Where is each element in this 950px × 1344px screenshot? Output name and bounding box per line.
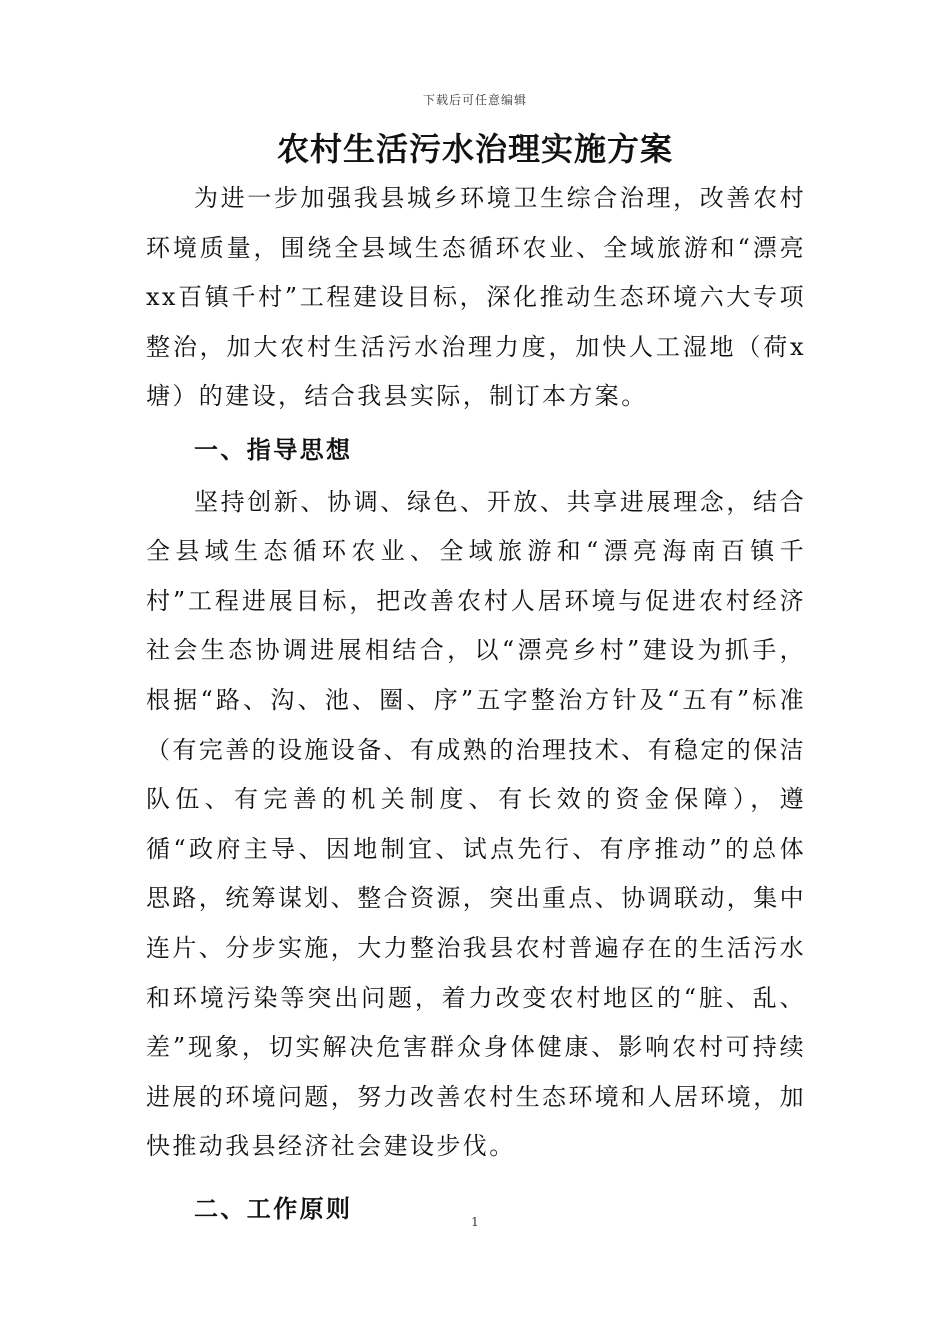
section-heading-guiding-ideology: 一、指导思想: [194, 434, 353, 464]
document-body: [146, 174, 806, 1236]
section-heading-work-principles: 二、工作原则: [194, 1193, 353, 1223]
section-paragraph-guiding-ideology: 坚持创新、协调、绿色、开放、共享进展理念，结合全县域生态循环农业、全域旅游和“漂亮海南百镇千村”工程进展目标，把改善农村人居环境与促进农村经济社会生态协调进展相结合，以“漂亮乡村”建设为抓手，根据“路、沟、池、圈、序”五字整治方针及“五有”标准（有完善的设施设备、有成熟的治理技术、有稳定的保洁队伍、有完善的机关制度、有长效的资金保障），遵循“政府主导、因地制宜、试点先行、有序推动”的总体思路，统筹谋划、整合资源，突出重点、协调联动，集中连片、分步实施，大力整治我县农村普遍存在的生活污水和环境污染等突出问题，着力改变农村地区的“脏、乱、差”现象，切实解决危害群众身体健康、影响农村可持续进展的环境问题，努力改善农村生态环境和人居环境，加快推动我县经济社会建设步伐。: [146, 487, 806, 1161]
page-header-note: 下载后可任意编辑: [422, 93, 527, 107]
intro-paragraph: 为进一步加强我县城乡环境卫生综合治理，改善农村环境质量，围绕全县域生态循环农业、全域旅游和“漂亮xx百镇千村”工程建设目标，深化推动生态环境六大专项整治，加大农村生活污水治理力度，加快人工湿地（荷x塘）的建设，结合我县实际，制订本方案。: [146, 184, 806, 411]
document-title: 农村生活污水治理实施方案: [276, 130, 673, 168]
page-number: 1: [471, 1215, 479, 1229]
